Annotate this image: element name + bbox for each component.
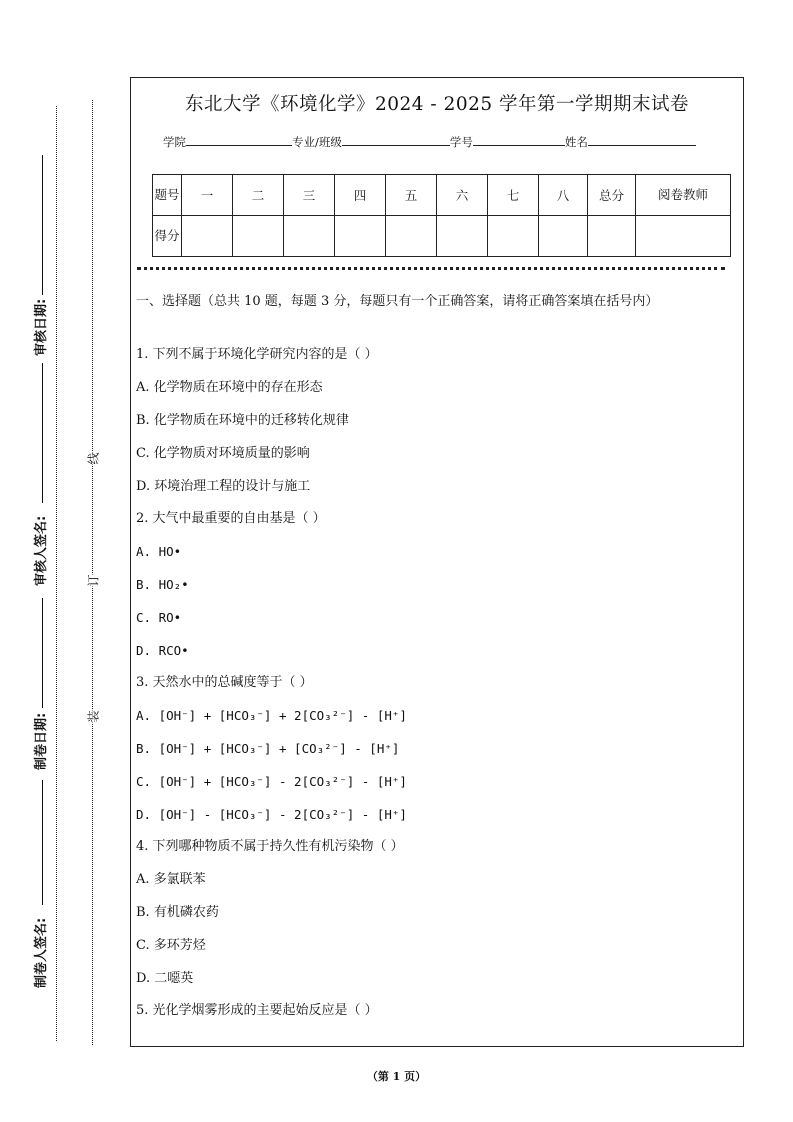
col-3: 三: [284, 175, 335, 216]
name-label: 姓名: [564, 135, 588, 149]
page-number: （第 1 页）: [366, 1070, 427, 1083]
question-stem: 3. 天然水中的总碱度等于（ ）: [136, 675, 313, 690]
score-cell[interactable]: [335, 216, 386, 257]
col-1: 一: [182, 175, 233, 216]
review-date-blank: [42, 155, 43, 295]
score-cell[interactable]: [386, 216, 437, 257]
question-content: [136, 290, 736, 1018]
col-4: 四: [335, 175, 386, 216]
score-table-header-row: [153, 175, 731, 216]
exam-frame: [130, 77, 744, 1047]
school-label: 学院: [163, 135, 186, 149]
col-grader: 阅卷教师: [636, 175, 731, 216]
option: D. 二噁英: [136, 971, 194, 986]
reviewer-sign-label: 审核人签名:: [34, 515, 49, 586]
score-cell[interactable]: [233, 216, 284, 257]
binding-dotted-line-outer: [56, 106, 57, 1041]
col-5: 五: [386, 175, 437, 216]
score-cell[interactable]: [539, 216, 588, 257]
maker-sign-label: 制卷人签名:: [34, 917, 49, 988]
score-cell[interactable]: [284, 216, 335, 257]
option: A. HO•: [136, 544, 182, 559]
score-cell[interactable]: [488, 216, 539, 257]
option: C. 化学物质对环境质量的影响: [136, 446, 310, 461]
col-7: 七: [488, 175, 539, 216]
binding-margin: [0, 0, 128, 1122]
review-date-label: 审核日期:: [34, 298, 49, 356]
option: C. 多环芳烃: [136, 938, 206, 953]
reviewer-sign-blank: [42, 363, 43, 503]
score-table: [152, 174, 731, 257]
option: D. [OH⁻] - [HCO₃⁻] - 2[CO₃²⁻] - [H⁺]: [136, 807, 407, 822]
score-table-score-row: [153, 216, 731, 257]
maker-sign-blank: [42, 780, 43, 905]
bind-word-zhuang: 装: [86, 710, 101, 723]
question-stem: 4. 下列哪种物质不属于持久性有机污染物（ ）: [136, 839, 404, 854]
col-6: 六: [437, 175, 488, 216]
col-8: 八: [539, 175, 588, 216]
option: D. 环境治理工程的设计与施工: [136, 479, 311, 494]
option: B. [OH⁻] + [HCO₃⁻] + [CO₃²⁻] - [H⁺]: [136, 741, 400, 756]
question-stem: 1. 下列不属于环境化学研究内容的是（ ）: [136, 347, 378, 362]
option: A. [OH⁻] + [HCO₃⁻] + 2[CO₃²⁻] - [H⁺]: [136, 708, 407, 723]
student-id-field[interactable]: [473, 133, 565, 146]
binding-dotted-line-inner: [92, 100, 93, 1045]
option: D. RCO•: [136, 643, 189, 658]
bind-word-ding: 订: [86, 574, 101, 587]
major-label: 专业/班级: [292, 135, 342, 149]
option: C. RO•: [136, 610, 182, 625]
dotted-separator: [137, 267, 725, 270]
col-total: 总分: [588, 175, 636, 216]
col-2: 二: [233, 175, 284, 216]
bind-word-xian: 线: [86, 452, 101, 465]
question-stem: 5. 光化学烟雾形成的主要起始反应是（ ）: [136, 1003, 378, 1018]
student-id-label: 学号: [449, 135, 473, 149]
score-cell[interactable]: [636, 216, 731, 257]
make-date-label: 制卷日期:: [34, 712, 49, 770]
score-cell[interactable]: [588, 216, 636, 257]
exam-title: 东北大学《环境化学》2024 - 2025 学年第一学期期末试卷: [184, 94, 690, 115]
option: C. [OH⁻] + [HCO₃⁻] - 2[CO₃²⁻] - [H⁺]: [136, 774, 407, 789]
section-heading: 一、选择题（总共 10 题，每题 3 分，每题只有一个正确答案，请将正确答案填在括号内）: [136, 294, 659, 309]
major-field[interactable]: [342, 133, 450, 146]
student-info-line: [163, 133, 696, 150]
score-cell[interactable]: [182, 216, 233, 257]
row-label-score: 得分: [153, 216, 182, 257]
question-stem: 2. 大气中最重要的自由基是（ ）: [136, 511, 326, 526]
name-field[interactable]: [588, 133, 696, 146]
score-cell[interactable]: [437, 216, 488, 257]
option: A. 化学物质在环境中的存在形态: [136, 380, 323, 395]
option: B. 化学物质在环境中的迁移转化规律: [136, 413, 349, 428]
make-date-blank: [42, 598, 43, 708]
option: A. 多氯联苯: [136, 872, 206, 887]
school-field[interactable]: [186, 133, 292, 146]
option: B. HO₂•: [136, 577, 189, 592]
row-label-question-no: 题号: [153, 175, 182, 216]
option: B. 有机磷农药: [136, 905, 219, 920]
